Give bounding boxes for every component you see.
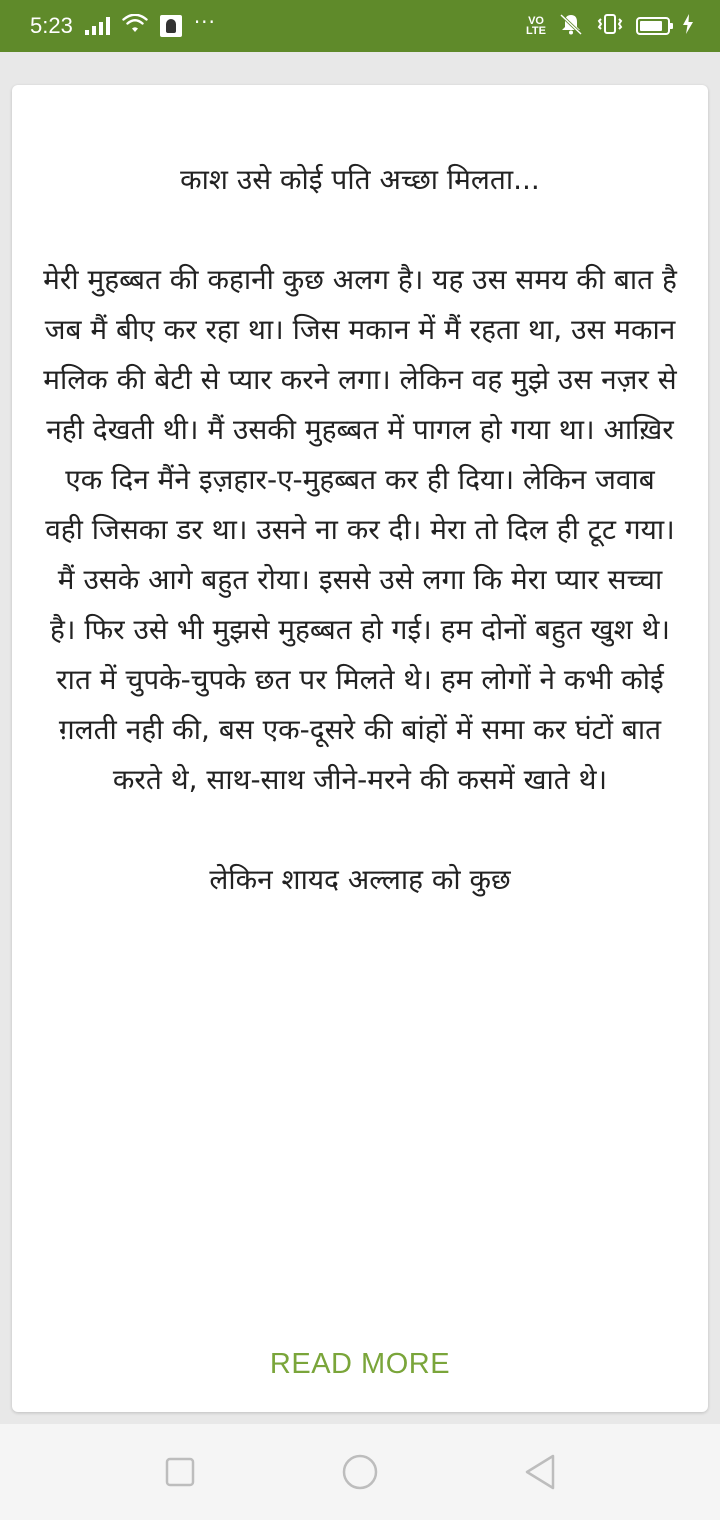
status-bar xyxy=(0,0,720,52)
recent-apps-icon[interactable] xyxy=(162,1454,198,1490)
volte-icon: VO LTE xyxy=(526,15,546,37)
story-title: काश उसे कोई पति अच्छा मिलता... xyxy=(180,163,540,196)
signal-icon xyxy=(85,17,110,35)
status-time: 5:23 xyxy=(30,13,73,38)
navigation-bar xyxy=(0,1424,720,1520)
read-more-button[interactable]: READ MORE xyxy=(12,1347,708,1382)
status-right xyxy=(526,13,694,39)
story-body: मेरी मुहब्बत की कहानी कुछ अलग है। यह उस समय की बात है जब मैं बीए कर रहा था। जिस मकान में मैं रहता था, उस मकान मलिक की बेटी से प्यार करने लगा। लेकिन वह मुझे उस नज़र से नही देखती थी। मैं उसकी मुहब्बत में पागल हो गया था। आख़िर एक दिन मैंने इज़हार-ए-मुहब्बत कर ही दिया। लेकिन जवाब वही जिसका डर था। उसने ना कर दी। मेरा तो दिल ही टूट गया। मैं उसके आगे बहुत रोया। इससे उसे लगा कि मेरा प्यार सच्चा है। फिर उसे भी मुझसे मुहब्बत हो गई। हम दोनों बहुत खुश थे। रात में चुपके-चुपके छत पर मिलते थे। हम लोगों ने कभी कोई ग़लती नही की, बस एक-दूसरे की बांहों में समा कर घंटों बात करते थे, साथ-साथ जीने-मरने की कसमें खाते थे। xyxy=(43,263,677,796)
notification-avatar-icon xyxy=(160,15,182,37)
battery-icon xyxy=(636,17,670,35)
back-icon[interactable] xyxy=(522,1454,558,1490)
story-card xyxy=(12,85,708,1412)
mute-icon xyxy=(558,13,584,39)
home-icon[interactable] xyxy=(342,1454,378,1490)
more-notifications-icon: ··· xyxy=(193,10,216,34)
vibrate-icon xyxy=(596,13,624,39)
wifi-icon xyxy=(122,14,148,38)
status-left xyxy=(30,10,216,39)
battery-fill xyxy=(640,21,662,31)
story-body-continuation: लेकिन शायद अल्लाह को कुछ xyxy=(209,863,511,896)
charging-icon xyxy=(682,14,694,39)
